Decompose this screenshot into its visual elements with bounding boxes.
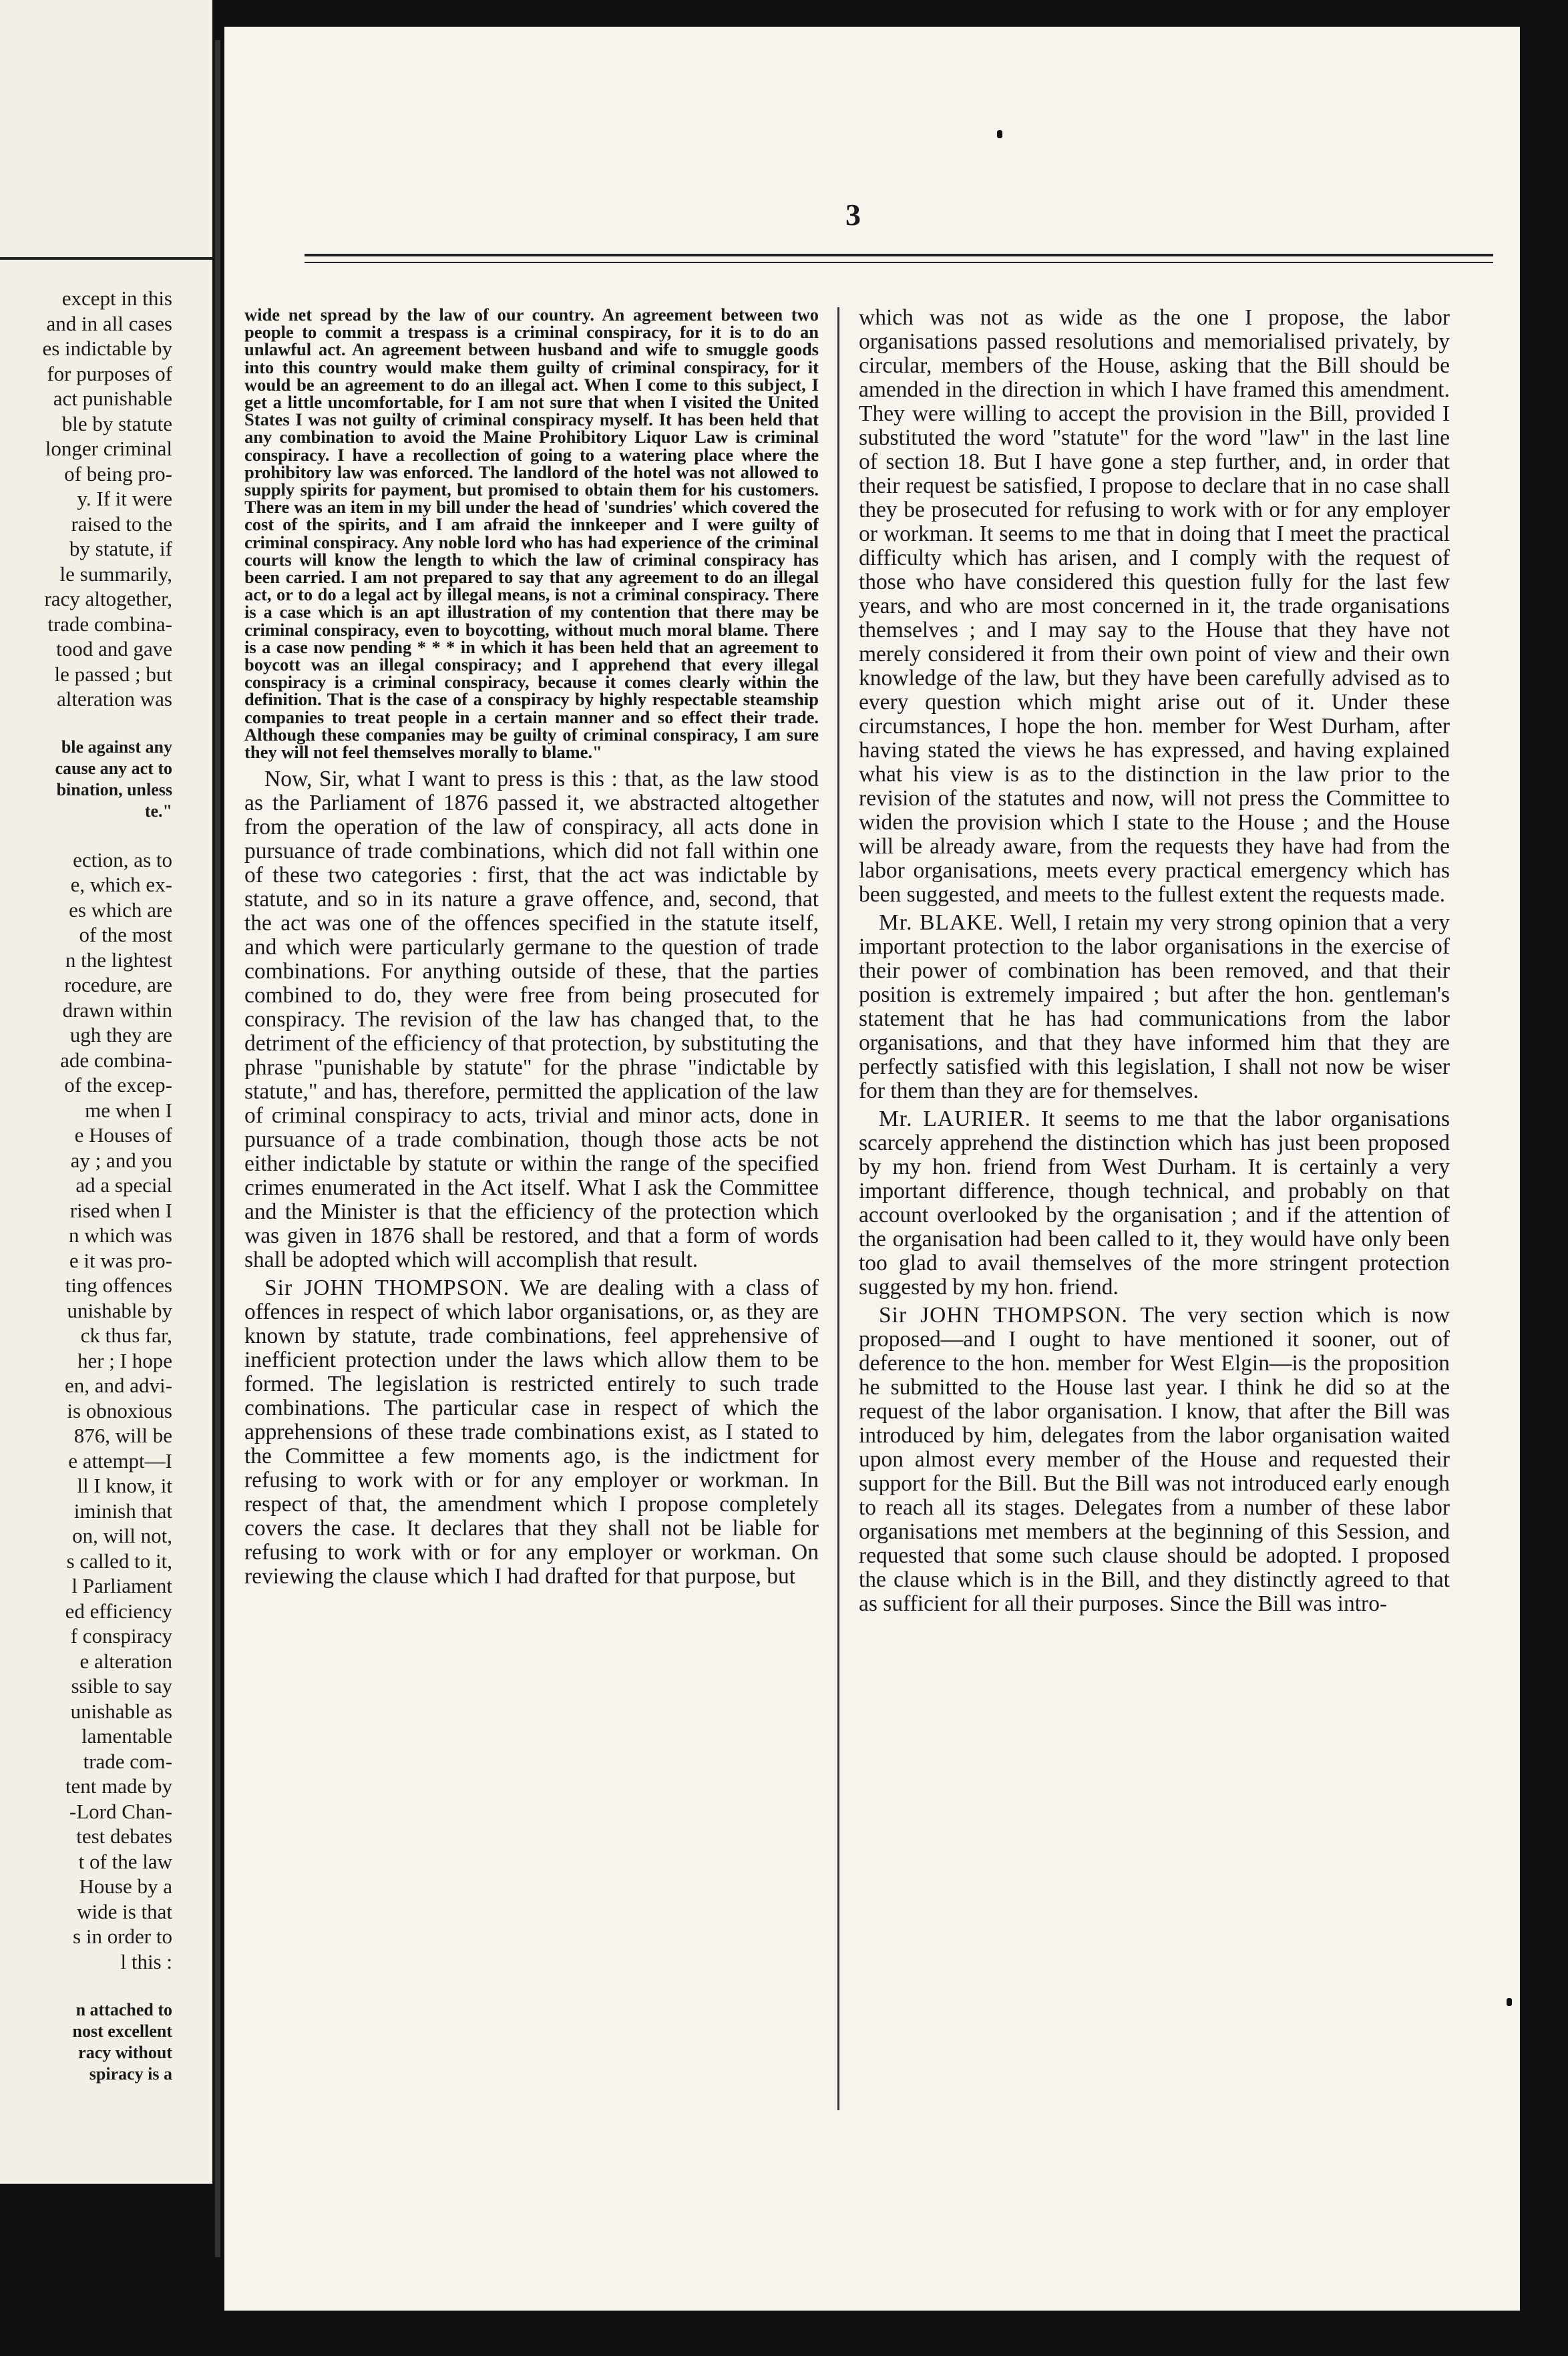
fragment-line: ck thus far,: [80, 1324, 172, 1347]
fragment-line: wide is that: [77, 1899, 172, 1923]
fragment-line: trade combina-: [47, 612, 172, 636]
fragment-line: ble by statute: [61, 411, 172, 435]
fragment-line: bination, unless: [56, 780, 172, 799]
fragment-line: f conspiracy: [70, 1624, 172, 1647]
fragment-line: t of the law: [78, 1849, 172, 1873]
fragment-line: tood and gave: [56, 637, 172, 660]
fragment-line: unishable by: [67, 1298, 172, 1322]
speaker-name: Mr. LAURIER.: [879, 1107, 1031, 1131]
fragment-line: iminish that: [73, 1499, 172, 1523]
fragment-line: for purposes of: [47, 361, 172, 385]
fragment-line: ssible to say: [71, 1674, 172, 1698]
right-column: [859, 306, 1450, 1620]
fragment-line: of the most: [79, 923, 172, 946]
fragment-line: nost excellent: [72, 2021, 172, 2041]
fragment-line: ection, as to: [73, 847, 172, 871]
fragment-line: n which was: [69, 1223, 172, 1247]
page: [224, 27, 1520, 2311]
fragment-line: s called to it,: [66, 1549, 172, 1573]
paragraph-sir-john-thompson: [859, 1304, 1450, 1616]
fragment-line: spiracy is a: [89, 2064, 172, 2084]
fragment-line: e attempt—I: [68, 1448, 172, 1472]
binding-edge: [215, 40, 220, 2257]
fragment-line: rocedure, are: [64, 973, 172, 996]
paragraph-text: Well, I retain my very strong opinion that a very important protection to the labor organisations in the exercise of their power of combination has been removed, and that their position is extremely impaired ; but after the hon. gentleman's statement that he has had communications from the labor organisations, and that they have informed him that they are perfectly satisfied with this legislation, I shall not now be wiser for them than they are for themselves.: [859, 910, 1450, 1103]
fragment-line: ade combina-: [60, 1048, 172, 1072]
fragment-line: ay ; and you: [70, 1148, 172, 1172]
paragraph-text: The very section which is now proposed—and I ought to have mentioned it sooner, out of deference to the hon. member for West Elgin—is the proposition he submitted to the House last year. I think he did so at the request of the labor organisation. I know, that after the Bill was introduced by him, delegates from the labor organisation waited upon almost every member of the House and requested their support for the Bill. But the Bill was not introduced early enough to reach all its stages. Delegates from a number of these labor organisations met members at the beginning of this Session, and requested that some such clause should be adopted. I proposed the clause which is in the Bill, and they distinctly agreed to that as sufficient for all their purposes. Since the Bill was intro-: [859, 1303, 1450, 1616]
speaker-name: Sir JOHN THOMPSON.: [879, 1303, 1128, 1328]
page-number: 3: [845, 198, 861, 232]
fragment-line: es indictable by: [42, 337, 172, 360]
fragment-line: [0, 822, 172, 847]
fragment-line: l Parliament: [71, 1574, 172, 1597]
fragment-line: act punishable: [53, 387, 172, 410]
fragment-line: ll I know, it: [77, 1474, 172, 1497]
fragment-line: ble against any: [61, 737, 172, 757]
fragment-line: tent made by: [65, 1774, 172, 1798]
fragment-line: longer criminal: [45, 437, 172, 460]
fragment-line: en, and advi-: [65, 1374, 172, 1397]
fragment-line: e, which ex-: [70, 873, 172, 896]
fragment-line: ugh they are: [69, 1023, 172, 1046]
paragraph-text: It seems to me that the labor organisations scarcely apprehend the distinction which has just been proposed by my hon. friend from West Durham. It is certainly a very important difference, though technical, and probably on that account overlooked by the organisation ; and if the attention of the organisation had been called to it, they would have only been too glad to avail themselves of the more stringent protection suggested by my hon. friend.: [859, 1107, 1450, 1300]
fragment-line: racy without: [78, 2042, 172, 2062]
fragment-line: unishable as: [70, 1699, 172, 1723]
paragraph-sir-john-thompson: [244, 1276, 819, 1589]
fragment-line: trade com-: [83, 1749, 172, 1773]
fragment-line: on, will not,: [72, 1524, 172, 1547]
paragraph: which was not as wide as the one I propose, the labor organisations passed resolutions and memorialised privately, by circular, members of the House, asking that the Bill should be amended in the direction in which I have framed this amendment. They were willing to accept the provision in the Bill, provided I substituted the word "statute" for the word "law" in the last line of section 18. But I have gone a step further, and, in order that their request be satisfied, I propose to declare that in no case shall they be prosecuted for refusing to work with or for any employer or workman. It seems to me that in doing that I meet the practical difficulty which has arisen, and I comply with the request of those who have considered this question fully for the last few years, and who are most concerned in it, the trade organisations themselves ; and I may say to the House that they have not merely considered it from their own point of view and their own knowledge of the law, but they have been carefully advised as to every question which might arise out of it. Under these circumstances, I hope the hon. member for West Durham, after having stated the views he has expressed, and having explained what his view is as to the distinction in the law prior to the revision of the statutes and now, will not press the Committee to widen the provision which I state to the House ; and the House will be already aware, from the requests they have had from the labor organisations, meets every practical emergency which has been suggested, and meets to the fullest extent the requests made.: [859, 305, 1450, 907]
fragment-line: House by a: [79, 1875, 172, 1898]
fragment-line: s in order to: [73, 1925, 172, 1948]
fragment-line: drawn within: [62, 998, 172, 1022]
fragment-line: of the excep-: [64, 1073, 172, 1097]
fragment-line: e Houses of: [74, 1123, 172, 1147]
fragment-line: ad a special: [75, 1173, 172, 1197]
fragment-line: -Lord Chan-: [69, 1799, 172, 1823]
fragment-line: her ; I hope: [77, 1348, 172, 1372]
speaker-name: Sir JOHN THOMPSON.: [264, 1275, 510, 1301]
paragraph-mr-laurier: [859, 1107, 1450, 1300]
header-rule-bottom: [305, 262, 1493, 263]
ink-speck: [997, 130, 1002, 138]
fragment-line: 876, will be: [73, 1424, 172, 1447]
fragment-line: test debates: [76, 1824, 172, 1848]
fragment-line: by statute, if: [69, 537, 172, 560]
fragment-line: alteration was: [56, 687, 172, 711]
paragraph-mr-blake: [859, 911, 1450, 1103]
paragraph-text: We are dealing with a class of offences in respect of which labor organisations, or, as they are known by statute, trade combinations, feel apprehensive of inefficient protection under the laws which allow them to be formed. The legislation is restricted entirely to such trade combinations. The particular case in respect of which the apprehensions of these trade combinations exist, as I stated to the Committee a few moments ago, is the indictment for refusing to work with or for any employer or workman. In respect of that, the amendment which I propose completely covers the case. It declares that they shall not be liable for refusing to work with or for any employer or workman. On reviewing the clause which I had drafted for that purpose, but: [244, 1275, 819, 1589]
previous-page-fragment: [0, 0, 212, 2184]
fragment-line: me when I: [85, 1098, 172, 1122]
column-divider: [837, 307, 839, 2110]
fragment-line: except in this: [61, 286, 172, 310]
fragment-line: lamentable: [81, 1724, 172, 1748]
fragment-line: [0, 1974, 172, 1999]
left-column: [244, 306, 819, 1593]
fragment-line: e alteration: [79, 1649, 172, 1673]
fragment-line: and in all cases: [46, 311, 172, 335]
fragment-line: cause any act to: [55, 759, 172, 778]
fragment-line: [0, 712, 172, 737]
fragment-line: e it was pro-: [69, 1248, 172, 1272]
fragment-line: y. If it were: [77, 487, 172, 510]
header-rule-top: [305, 254, 1493, 256]
previous-page-rule: [0, 257, 212, 260]
fragment-line: ed efficiency: [65, 1599, 172, 1623]
previous-page-text: [0, 286, 172, 2085]
fragment-line: le passed ; but: [54, 662, 172, 686]
ink-speck: [1507, 1998, 1512, 2006]
fragment-line: is obnoxious: [67, 1398, 172, 1422]
fragment-line: ting offences: [65, 1273, 172, 1297]
fragment-line: le summarily,: [59, 562, 172, 586]
fragment-line: n the lightest: [65, 948, 172, 972]
fragment-line: es which are: [69, 898, 172, 922]
fragment-line: racy altogether,: [44, 587, 172, 610]
fragment-line: rised when I: [69, 1198, 172, 1222]
fragment-line: te.": [144, 801, 172, 821]
speaker-name: Mr. BLAKE.: [879, 910, 1004, 935]
fragment-line: raised to the: [71, 512, 172, 536]
fragment-line: l this :: [120, 1949, 172, 1973]
quoted-passage: wide net spread by the law of our country. An agreement between two people to commit a trespass is a criminal conspiracy, for it is to do an unlawful act. An agreement between husband and wife to smuggle goods into this country would make them guilty of criminal conspiracy, for it would be an agreement to do an illegal act. When I come to this subject, I get a little uncomfortable, for I am not sure that when I visited the United States I was not guilty of criminal conspiracy myself. It has been held that any combination to avoid the Maine Prohibitory Liquor Law is criminal conspiracy. I have a recollection of going to a watering place where the prohibitory law was enforced. The landlord of the hotel was not allowed to supply spirits for payment, but promised to obtain them for his customers. There was an item in my bill under the head of 'sundries' which covered the cost of the spirits, and I am afraid the innkeeper and I were guilty of criminal conspiracy. Any noble lord who has had experience of the criminal courts will know the length to which the law of criminal conspiracy has been carried. I am not prepared to say that any agreement to do an illegal act, or to do a legal act by illegal means, is not a criminal conspiracy. There is a case which is an apt illustration of my contention that there may be criminal conspiracy, even to boycotting, without much moral blame. There is a case now pending * * * in which it has been held that an agreement to boycott was an illegal conspiracy; and I apprehend that every illegal conspiracy is a criminal conspiracy, because it comes clearly within the definition. That is the case of a conspiracy by highly respectable steamship companies to treat people in a certain manner and so effect their trade. Although these companies may be guilty of criminal conspiracy, I am sure they will not feel themselves morally to blame.": [244, 305, 819, 763]
fragment-line: n attached to: [75, 1999, 172, 2019]
paragraph: Now, Sir, what I want to press is this : that, as the law stood as the Parliament of 1876 passed it, we abstracted altogether from the operation of the law of conspiracy, all acts done in pursuance of trade combinations, which did not fall within one of these two categories : first, that the act was indictable by statute, and so in its nature a grave offence, and, second, that the act was one of the offences specified in the statute itself, and which were particularly germane to the question of trade combinations. For anything outside of these, that the parties combined to do, they were free from being prosecuted for conspiracy. The revision of the law has changed that, to the detriment of the efficiency of that protection, by substituting the phrase "punishable by statute" for the phrase "indictable by statute," and has, therefore, permitted the application of the law of criminal conspiracy to acts, trivial and minor acts, done in pursuance of a trade combination, though those acts be not either indictable by statute or within the range of the specified crimes enumerated in the Act itself. What I ask the Committee and the Minister is that the efficiency of the protection which was given in 1876 shall be restored, and that a form of words shall be adopted which will accomplish that result.: [244, 767, 819, 1273]
fragment-line: of being pro-: [64, 461, 172, 485]
